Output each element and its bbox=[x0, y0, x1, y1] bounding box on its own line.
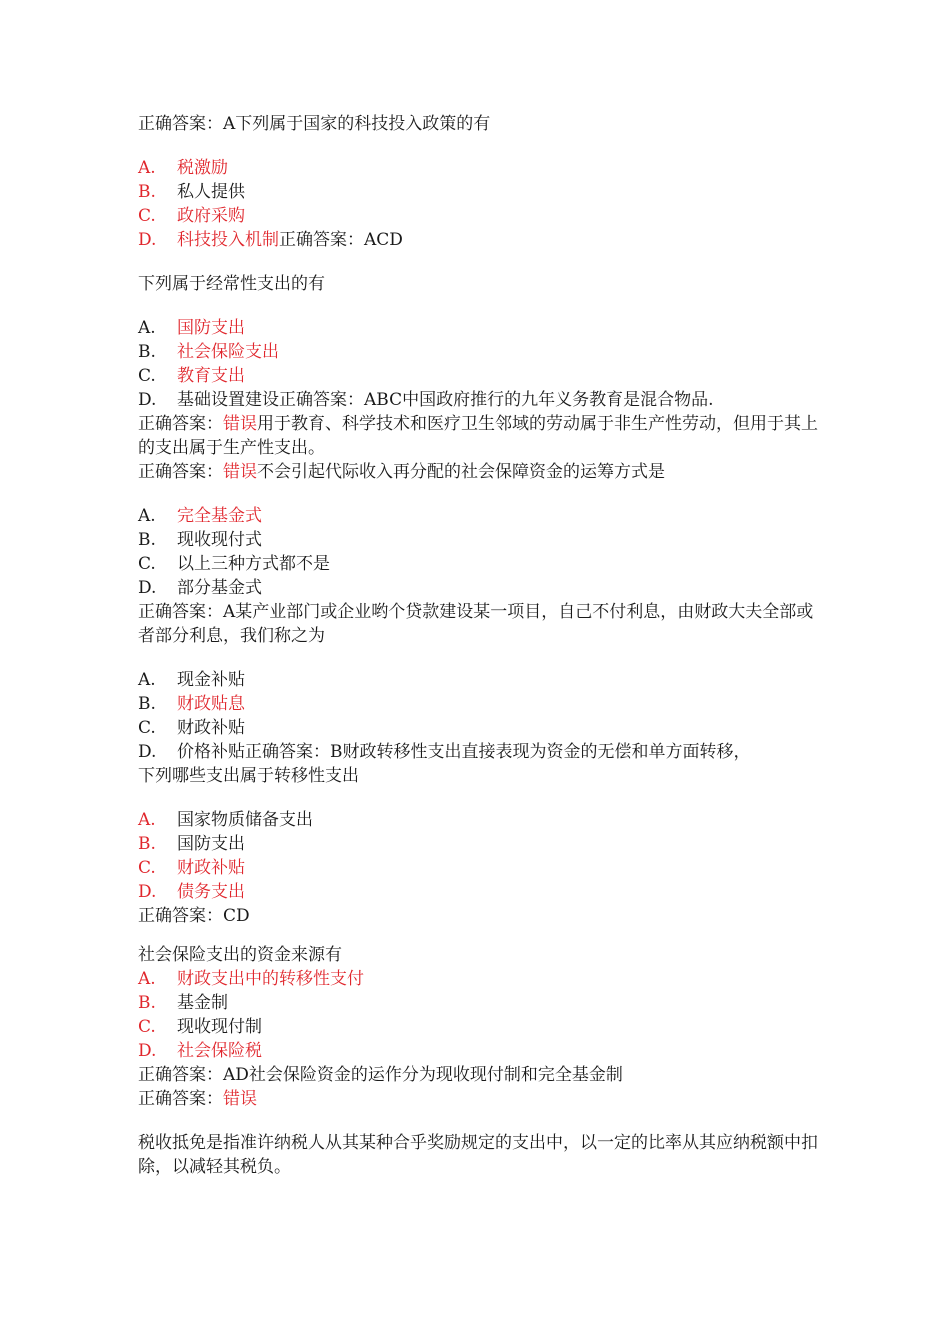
answer-highlight: 债务支出 bbox=[177, 882, 245, 902]
text-paragraph bbox=[138, 1063, 818, 1087]
option-letter: B. bbox=[138, 694, 156, 714]
spacer bbox=[138, 296, 818, 316]
answer-highlight: 政府采购 bbox=[177, 206, 245, 226]
option-letter: B. bbox=[138, 182, 156, 202]
answer-option bbox=[138, 180, 818, 204]
option-letter: A. bbox=[138, 158, 156, 178]
text-run: 下列哪些支出属于转移性支出 bbox=[138, 766, 359, 786]
answer-option bbox=[138, 552, 818, 576]
answer-option bbox=[138, 716, 818, 740]
option-letter: A. bbox=[138, 318, 156, 338]
text-run: 以上三种方式都不是 bbox=[177, 554, 330, 574]
answer-option bbox=[138, 156, 818, 180]
answer-highlight: 国防支出 bbox=[177, 318, 245, 338]
option-letter: D. bbox=[138, 390, 157, 410]
option-text bbox=[177, 991, 818, 1015]
option-text bbox=[177, 808, 818, 832]
text-run: 下列属于经常性支出的有 bbox=[138, 274, 325, 294]
text-run: 社会保险支出的资金来源有 bbox=[138, 945, 342, 965]
spacer bbox=[138, 136, 818, 156]
option-letter: C. bbox=[138, 206, 156, 226]
answer-option bbox=[138, 228, 818, 252]
spacer bbox=[138, 788, 818, 808]
answer-highlight: 完全基金式 bbox=[177, 506, 262, 526]
answer-option bbox=[138, 808, 818, 832]
option-text bbox=[177, 880, 818, 904]
answer-option bbox=[138, 880, 818, 904]
answer-highlight: 财政支出中的转移性支付 bbox=[177, 969, 364, 989]
text-run: 正确答案： bbox=[138, 414, 223, 434]
option-letter: A. bbox=[138, 810, 156, 830]
text-run: 税收抵免是指准许纳税人从其某种合乎奖励规定的支出中，以一定的比率从其应纳税额中扣除，以减轻其税负。 bbox=[138, 1133, 818, 1177]
text-run: 正确答案： bbox=[138, 1089, 223, 1109]
option-letter: C. bbox=[138, 1017, 156, 1037]
answer-option bbox=[138, 991, 818, 1015]
answer-highlight: 社会保险税 bbox=[177, 1041, 262, 1061]
answer-option bbox=[138, 504, 818, 528]
option-text bbox=[177, 204, 818, 228]
option-text bbox=[177, 228, 818, 252]
option-letter: B. bbox=[138, 342, 156, 362]
option-letter: D. bbox=[138, 578, 157, 598]
text-run: 正确答案：A某产业部门或企业哟个贷款建设某一项目，自己不付利息，由财政大夫全部或者部分利息，我们称之为 bbox=[138, 602, 814, 646]
option-letter: B. bbox=[138, 993, 156, 1013]
answer-highlight: 科技投入机制 bbox=[177, 230, 279, 250]
answer-option bbox=[138, 528, 818, 552]
option-text bbox=[177, 340, 818, 364]
spacer bbox=[138, 928, 818, 943]
text-paragraph bbox=[138, 1087, 818, 1111]
answer-option bbox=[138, 576, 818, 600]
spacer bbox=[138, 252, 818, 272]
option-letter: B. bbox=[138, 530, 156, 550]
option-text bbox=[177, 832, 818, 856]
answer-highlight: 财政补贴 bbox=[177, 858, 245, 878]
text-paragraph bbox=[138, 904, 818, 928]
text-run: 财政补贴 bbox=[177, 718, 245, 738]
answer-option bbox=[138, 340, 818, 364]
answer-highlight: 财政贴息 bbox=[177, 694, 245, 714]
answer-option bbox=[138, 364, 818, 388]
answer-highlight: 错误 bbox=[223, 462, 257, 482]
option-letter: D. bbox=[138, 1041, 157, 1061]
spacer bbox=[138, 648, 818, 668]
text-paragraph bbox=[138, 600, 818, 648]
option-text bbox=[177, 740, 818, 764]
answer-option bbox=[138, 967, 818, 991]
answer-option bbox=[138, 856, 818, 880]
answer-highlight: 错误 bbox=[223, 1089, 257, 1109]
spacer bbox=[138, 484, 818, 504]
answer-highlight: 社会保险支出 bbox=[177, 342, 279, 362]
answer-highlight: 错误 bbox=[223, 414, 257, 434]
answer-option bbox=[138, 740, 818, 764]
text-run: 正确答案：AD社会保险资金的运作分为现收现付制和完全基金制 bbox=[138, 1065, 623, 1085]
text-run: 用于教育、科学技术和医疗卫生邻域的劳动属于非生产性劳动，但用于其上的支出属于生产性支出。 bbox=[138, 414, 818, 458]
option-letter: A. bbox=[138, 670, 156, 690]
option-text bbox=[177, 364, 818, 388]
text-run: 正确答案：CD bbox=[138, 906, 250, 926]
option-text bbox=[177, 316, 818, 340]
text-run: 现金补贴 bbox=[177, 670, 245, 690]
option-text bbox=[177, 1039, 818, 1063]
option-text bbox=[177, 576, 818, 600]
answer-option bbox=[138, 1015, 818, 1039]
option-letter: A. bbox=[138, 969, 156, 989]
option-letter: C. bbox=[138, 366, 156, 386]
option-letter: C. bbox=[138, 858, 156, 878]
option-letter: B. bbox=[138, 834, 156, 854]
answer-highlight: 税激励 bbox=[177, 158, 228, 178]
text-run: 部分基金式 bbox=[177, 578, 262, 598]
option-text bbox=[177, 180, 818, 204]
option-letter: D. bbox=[138, 882, 157, 902]
text-paragraph bbox=[138, 1131, 818, 1179]
option-text bbox=[177, 967, 818, 991]
text-paragraph bbox=[138, 943, 818, 967]
option-text bbox=[177, 552, 818, 576]
text-run: 现收现付制 bbox=[177, 1017, 262, 1037]
text-paragraph bbox=[138, 764, 818, 788]
answer-option bbox=[138, 316, 818, 340]
text-run: 价格补贴正确答案：B财政转移性支出直接表现为资金的无偿和单方面转移， bbox=[177, 742, 751, 762]
option-text bbox=[177, 528, 818, 552]
answer-highlight: 教育支出 bbox=[177, 366, 245, 386]
option-text bbox=[177, 668, 818, 692]
option-text bbox=[177, 856, 818, 880]
text-run: 基础设置建设正确答案：ABC中国政府推行的九年义务教育是混合物品. bbox=[177, 390, 714, 410]
answer-option bbox=[138, 1039, 818, 1063]
text-run: 正确答案：A下列属于国家的科技投入政策的有 bbox=[138, 114, 491, 134]
spacer bbox=[138, 1111, 818, 1131]
text-run: 基金制 bbox=[177, 993, 228, 1013]
text-run: 不会引起代际收入再分配的社会保障资金的运筹方式是 bbox=[257, 462, 665, 482]
answer-option bbox=[138, 204, 818, 228]
text-run: 正确答案：ACD bbox=[279, 230, 403, 250]
document-body bbox=[138, 112, 818, 1179]
answer-option bbox=[138, 832, 818, 856]
option-text bbox=[177, 388, 818, 412]
text-run: 现收现付式 bbox=[177, 530, 262, 550]
option-letter: C. bbox=[138, 554, 156, 574]
option-text bbox=[177, 1015, 818, 1039]
text-run: 正确答案： bbox=[138, 462, 223, 482]
option-letter: A. bbox=[138, 506, 156, 526]
text-paragraph bbox=[138, 272, 818, 296]
option-letter: D. bbox=[138, 230, 157, 250]
option-text bbox=[177, 692, 818, 716]
option-text bbox=[177, 504, 818, 528]
answer-option bbox=[138, 668, 818, 692]
text-paragraph bbox=[138, 460, 818, 484]
text-run: 国防支出 bbox=[177, 834, 245, 854]
text-run: 国家物质储备支出 bbox=[177, 810, 313, 830]
answer-option bbox=[138, 692, 818, 716]
option-letter: D. bbox=[138, 742, 157, 762]
answer-option bbox=[138, 388, 818, 412]
text-run: 私人提供 bbox=[177, 182, 245, 202]
option-text bbox=[177, 156, 818, 180]
text-paragraph bbox=[138, 412, 818, 460]
text-paragraph bbox=[138, 112, 818, 136]
option-letter: C. bbox=[138, 718, 156, 738]
option-text bbox=[177, 716, 818, 740]
